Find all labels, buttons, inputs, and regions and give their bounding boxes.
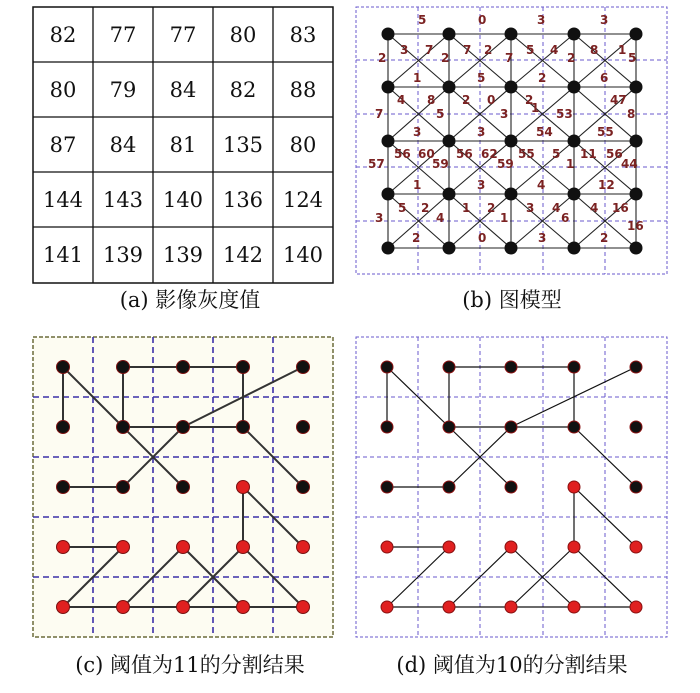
gray-value: 140: [162, 188, 204, 212]
edge-weight: 12: [598, 178, 615, 192]
red-node: [568, 481, 580, 493]
red-node: [505, 601, 517, 613]
black-node: [568, 361, 580, 373]
gray-value: 139: [162, 243, 204, 267]
edge-weight: 62: [481, 147, 498, 161]
edge-weight: 1: [413, 71, 422, 85]
graph-node: [568, 81, 581, 94]
black-node: [117, 361, 130, 374]
black-node: [381, 421, 393, 433]
edge-weight: 3: [600, 13, 609, 27]
gray-value: 77: [109, 23, 137, 47]
edge-weight: 1: [531, 101, 540, 115]
edge-weight: 2: [412, 231, 421, 245]
edge-weight: 3: [526, 201, 535, 215]
graph-node: [443, 81, 456, 94]
gray-value: 124: [282, 188, 324, 212]
black-node: [177, 361, 190, 374]
edge-weight: 57: [368, 157, 385, 171]
red-node: [237, 601, 250, 614]
gray-value: 82: [229, 78, 257, 102]
black-node: [505, 361, 517, 373]
edge-weight: 2: [487, 201, 496, 215]
red-node: [237, 481, 250, 494]
edge-weight: 56: [606, 147, 623, 161]
graph-node: [443, 135, 456, 148]
edge-weight: 5: [436, 107, 445, 121]
red-node: [297, 541, 310, 554]
black-node: [117, 481, 130, 494]
edge-weight: 55: [597, 125, 614, 139]
gray-value: 135: [222, 133, 264, 157]
graph-node: [443, 188, 456, 201]
edge-weight: 0: [478, 13, 487, 27]
edge-weight: 1: [500, 211, 509, 225]
edge-weight: 5: [477, 71, 486, 85]
graph-node: [630, 28, 643, 41]
graph-node: [568, 28, 581, 41]
edge-weight: 2: [538, 71, 547, 85]
edge-weight: 3: [400, 43, 409, 57]
edge-weight: 8: [427, 93, 436, 107]
edge-weight: 0: [487, 93, 496, 107]
gray-value: 80: [49, 78, 77, 102]
gray-value: 79: [109, 78, 137, 102]
edge-weight: 7: [375, 107, 384, 121]
edge-weight: 16: [627, 219, 644, 233]
edge-weight: 56: [456, 147, 473, 161]
gray-value: 141: [42, 243, 84, 267]
red-node: [568, 601, 580, 613]
red-node: [381, 601, 393, 613]
edge-weight: 2: [484, 43, 493, 57]
graph-node: [505, 242, 518, 255]
caption-c: (c) 阈值为11的分割结果: [75, 653, 305, 677]
graph-node: [443, 242, 456, 255]
gray-value: 83: [289, 23, 317, 47]
black-node: [177, 421, 190, 434]
edge-weight: 53: [556, 107, 573, 121]
red-node: [568, 541, 580, 553]
edge-weight: 3: [375, 211, 384, 225]
black-node: [381, 361, 393, 373]
black-node: [177, 481, 190, 494]
edge-weight: 5: [418, 13, 427, 27]
black-node: [630, 421, 642, 433]
black-node: [443, 481, 455, 493]
panel-c: [33, 337, 333, 677]
edge-weight: 2: [600, 231, 609, 245]
graph-node: [505, 188, 518, 201]
panel-d: [356, 337, 667, 677]
edge-weight: 4: [397, 93, 406, 107]
black-node: [297, 421, 310, 434]
black-node: [568, 421, 580, 433]
red-node: [57, 601, 70, 614]
red-node: [630, 601, 642, 613]
black-node: [237, 421, 250, 434]
black-node: [117, 421, 130, 434]
graph-node: [443, 28, 456, 41]
edge-weight: 7: [463, 43, 472, 57]
edge-weight: 1: [413, 178, 422, 192]
edge-weight: 3: [413, 125, 422, 139]
black-node: [505, 481, 517, 493]
edge-weight: 2: [567, 51, 576, 65]
gray-value: 88: [289, 78, 317, 102]
edge-weight: 0: [478, 231, 487, 245]
edge-weight: 16: [612, 201, 629, 215]
edge-weight: 6: [600, 71, 609, 85]
edge-weight: 5: [552, 147, 561, 161]
gray-value: 139: [102, 243, 144, 267]
gray-value: 136: [222, 188, 264, 212]
gray-value: 80: [289, 133, 317, 157]
edge-weight: 3: [538, 231, 547, 245]
edge-weight: 4: [550, 43, 559, 57]
edge-weight: 4: [590, 201, 599, 215]
gray-value: 87: [49, 133, 77, 157]
edge-weight: 4: [537, 178, 546, 192]
edge-weight: 59: [432, 157, 449, 171]
edge-weight: 8: [627, 107, 636, 121]
black-node: [237, 361, 250, 374]
graph-node: [568, 188, 581, 201]
edge-weight: 60: [418, 147, 435, 161]
graph-node: [382, 28, 395, 41]
gray-value: 80: [229, 23, 257, 47]
black-node: [443, 361, 455, 373]
edge-weight: 1: [618, 43, 627, 57]
edge-weight: 44: [621, 157, 638, 171]
gray-value: 82: [49, 23, 77, 47]
black-node: [381, 481, 393, 493]
graph-node: [382, 81, 395, 94]
black-node: [57, 481, 70, 494]
black-node: [443, 421, 455, 433]
black-node: [57, 421, 70, 434]
gray-value: 77: [169, 23, 197, 47]
red-node: [177, 541, 190, 554]
edge-weight: 3: [477, 178, 486, 192]
edge-weight: 2: [441, 51, 450, 65]
caption-a: (a) 影像灰度值: [119, 288, 261, 312]
edge-weight: 3: [537, 13, 546, 27]
edge-weight: 3: [500, 107, 509, 121]
panel-a: [33, 7, 333, 312]
edge-weight: 5: [628, 51, 637, 65]
panel-b: [356, 7, 667, 312]
edge-weight: 56: [394, 147, 411, 161]
gray-value: 144: [42, 188, 84, 212]
gray-value: 81: [169, 133, 197, 157]
black-node: [297, 481, 310, 494]
edge-weight: 2: [378, 51, 387, 65]
gray-value: 140: [282, 243, 324, 267]
edge-weight: 4: [436, 211, 445, 225]
edge-weight: 1: [566, 157, 575, 171]
edge-weight: 54: [536, 125, 553, 139]
edge-weight: 8: [590, 43, 599, 57]
gray-value: 142: [222, 243, 264, 267]
edge-weight: 5: [526, 43, 535, 57]
edge-weight: 47: [610, 93, 627, 107]
black-node: [297, 361, 310, 374]
gray-value: 84: [109, 133, 137, 157]
graph-node: [505, 135, 518, 148]
edge-weight: 2: [525, 93, 534, 107]
graph-node: [568, 135, 581, 148]
graph-node: [382, 188, 395, 201]
graph-node: [568, 242, 581, 255]
caption-d: (d) 阈值为10的分割结果: [396, 653, 628, 677]
red-node: [381, 541, 393, 553]
edge-weight: 55: [518, 147, 535, 161]
edge-weight: 7: [505, 51, 514, 65]
red-node: [443, 541, 455, 553]
edge-weight: 59: [497, 157, 514, 171]
black-node: [505, 421, 517, 433]
edge-weight: 5: [398, 201, 407, 215]
red-node: [443, 601, 455, 613]
graph-node: [382, 242, 395, 255]
graph-node: [630, 188, 643, 201]
edge-weight: 11: [580, 147, 597, 161]
edge-weight: 1: [462, 201, 471, 215]
red-node: [117, 601, 130, 614]
edge-weight: 6: [561, 211, 570, 225]
graph-node: [382, 135, 395, 148]
gray-value: 143: [102, 188, 144, 212]
gray-value: 84: [169, 78, 197, 102]
caption-b: (b) 图模型: [462, 288, 562, 312]
edge-weight: 3: [477, 125, 486, 139]
red-node: [297, 601, 310, 614]
edge-weight: 4: [552, 201, 561, 215]
graph-node: [505, 81, 518, 94]
graph-node: [630, 81, 643, 94]
red-node: [177, 601, 190, 614]
edge-weight: 7: [425, 43, 434, 57]
red-node: [57, 541, 70, 554]
red-node: [117, 541, 130, 554]
graph-node: [630, 242, 643, 255]
red-node: [630, 541, 642, 553]
red-node: [237, 541, 250, 554]
black-node: [630, 361, 642, 373]
red-node: [505, 541, 517, 553]
edge-weight: 2: [421, 201, 430, 215]
graph-node: [630, 135, 643, 148]
edge-weight: 2: [462, 93, 471, 107]
graph-node: [505, 28, 518, 41]
black-node: [630, 481, 642, 493]
black-node: [57, 361, 70, 374]
